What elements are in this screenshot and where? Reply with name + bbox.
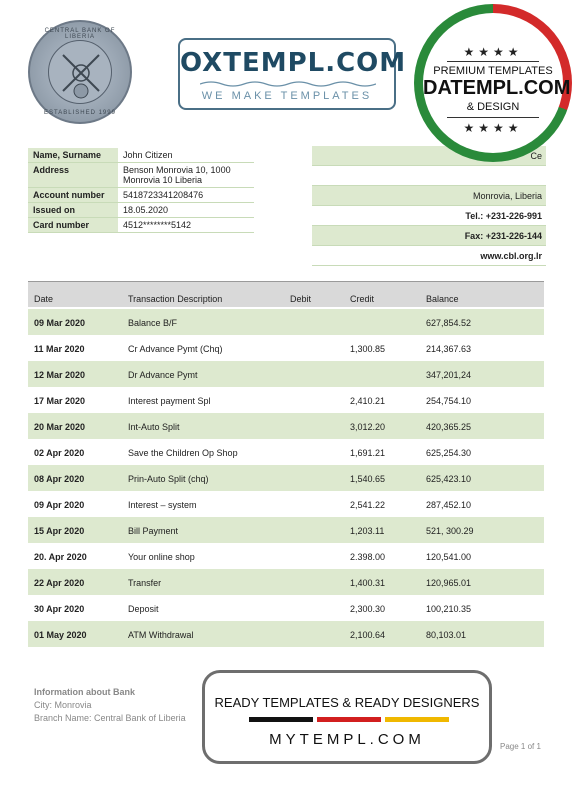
bank-fax: Fax: +231-226-144 bbox=[312, 226, 546, 246]
flag-bar-black bbox=[249, 717, 313, 722]
header-debit: Debit bbox=[290, 294, 312, 304]
transaction-balance: 347,201,24 bbox=[426, 370, 472, 380]
transaction-desc: Interest payment Spl bbox=[128, 396, 211, 406]
transaction-desc: ATM Withdrawal bbox=[128, 630, 194, 640]
transaction-date: 17 Mar 2020 bbox=[34, 396, 86, 406]
transactions-list bbox=[28, 309, 544, 647]
customer-row bbox=[28, 203, 254, 218]
customer-label: Address bbox=[28, 163, 118, 188]
bank-spacer bbox=[312, 166, 546, 186]
transaction-desc: Bill Payment bbox=[128, 526, 179, 536]
transaction-desc: Prin-Auto Split (chq) bbox=[128, 474, 209, 484]
transaction-desc: Interest – system bbox=[128, 500, 197, 510]
transaction-credit: 1,300.85 bbox=[350, 344, 386, 354]
customer-label: Issued on bbox=[28, 203, 118, 218]
bank-tel: Tel.: +231-226-991 bbox=[312, 206, 546, 226]
transaction-balance: 627,854.52 bbox=[426, 318, 472, 328]
transaction-credit: 1,691.21 bbox=[350, 448, 386, 458]
transaction-row bbox=[28, 335, 544, 361]
wave-icon bbox=[200, 80, 376, 88]
transaction-date: 02 Apr 2020 bbox=[34, 448, 85, 458]
transaction-row bbox=[28, 517, 544, 543]
bank-contact-block bbox=[312, 146, 546, 266]
badge-divider bbox=[447, 117, 539, 118]
transaction-date: 11 Mar 2020 bbox=[34, 344, 85, 354]
customer-row bbox=[28, 163, 254, 188]
badge-line1: PREMIUM TEMPLATES bbox=[433, 65, 553, 77]
transaction-credit: 1,400.31 bbox=[350, 578, 386, 588]
transaction-desc: Deposit bbox=[128, 604, 159, 614]
transaction-desc: Cr Advance Pymt (Chq) bbox=[128, 344, 223, 354]
header-balance: Balance bbox=[426, 294, 459, 304]
customer-info-table bbox=[28, 148, 254, 233]
transaction-balance: 287,452.10 bbox=[426, 500, 472, 510]
banner-title: READY TEMPLATES & READY DESIGNERS bbox=[214, 695, 480, 710]
transaction-date: 01 May 2020 bbox=[34, 630, 87, 640]
bank-name: Ce bbox=[312, 146, 546, 166]
transaction-date: 09 Mar 2020 bbox=[34, 318, 86, 328]
transaction-row bbox=[28, 387, 544, 413]
transaction-row bbox=[28, 413, 544, 439]
badge-divider bbox=[447, 61, 539, 62]
transaction-row bbox=[28, 309, 544, 335]
transaction-row bbox=[28, 543, 544, 569]
transaction-row bbox=[28, 621, 544, 647]
transaction-balance: 625,254.30 bbox=[426, 448, 472, 458]
badge-line3: & DESIGN bbox=[466, 101, 520, 113]
crossed-keys-icon bbox=[49, 41, 113, 105]
transaction-credit: 2,410.21 bbox=[350, 396, 386, 406]
transaction-credit: 2,100.64 bbox=[350, 630, 386, 640]
customer-row bbox=[28, 188, 254, 203]
mytempl-banner bbox=[202, 670, 492, 764]
seal-emblem bbox=[48, 40, 112, 104]
transaction-desc: Your online shop bbox=[128, 552, 195, 562]
transaction-balance: 254,754.10 bbox=[426, 396, 472, 406]
transaction-date: 12 Mar 2020 bbox=[34, 370, 86, 380]
flag-bar-yellow bbox=[385, 717, 449, 722]
customer-label: Account number bbox=[28, 188, 118, 203]
transaction-balance: 521, 300.29 bbox=[426, 526, 474, 536]
customer-row bbox=[28, 148, 254, 163]
transaction-balance: 625,423.10 bbox=[426, 474, 472, 484]
customer-value: John Citizen bbox=[118, 148, 254, 163]
transaction-credit: 2,300.30 bbox=[350, 604, 386, 614]
seal-bottom-text: ESTABLISHED 1999 bbox=[44, 110, 116, 116]
transaction-date: 09 Apr 2020 bbox=[34, 500, 85, 510]
badge-inner bbox=[423, 13, 571, 153]
bank-website: www.cbl.org.lr bbox=[312, 246, 546, 266]
transaction-balance: 100,210.35 bbox=[426, 604, 472, 614]
page-number: Page 1 of 1 bbox=[500, 742, 541, 751]
transaction-desc: Dr Advance Pymt bbox=[128, 370, 198, 380]
oxtempl-subtitle: WE MAKE TEMPLATES bbox=[201, 90, 373, 102]
customer-value: 5418723341208476 bbox=[118, 188, 254, 203]
info-title: Information about Bank bbox=[34, 687, 135, 697]
transaction-balance: 80,103.01 bbox=[426, 630, 467, 640]
bank-seal-logo bbox=[28, 20, 132, 124]
transaction-desc: Save the Children Op Shop bbox=[128, 448, 238, 458]
customer-label: Card number bbox=[28, 218, 118, 233]
transaction-date: 20. Apr 2020 bbox=[34, 552, 87, 562]
transaction-balance: 120,965.01 bbox=[426, 578, 472, 588]
transactions-header bbox=[28, 281, 544, 307]
transaction-balance: 420,365.25 bbox=[426, 422, 472, 432]
transaction-desc: Int-Auto Split bbox=[128, 422, 180, 432]
customer-value: Benson Monrovia 10, 1000 Monrovia 10 Liberia bbox=[118, 163, 254, 188]
customer-value: 18.05.2020 bbox=[118, 203, 254, 218]
transaction-credit: 1,203.11 bbox=[350, 526, 385, 536]
transaction-date: 20 Mar 2020 bbox=[34, 422, 86, 432]
bank-information bbox=[34, 686, 186, 725]
transaction-date: 15 Apr 2020 bbox=[34, 526, 85, 536]
header-description: Transaction Description bbox=[128, 294, 223, 304]
transaction-row bbox=[28, 439, 544, 465]
transaction-row bbox=[28, 569, 544, 595]
customer-row bbox=[28, 218, 254, 233]
transaction-desc: Balance B/F bbox=[128, 318, 178, 328]
info-branch: Branch Name: Central Bank of Liberia bbox=[34, 713, 186, 723]
transaction-balance: 214,367.63 bbox=[426, 344, 472, 354]
flag-bar-red bbox=[317, 717, 381, 722]
banner-site: MYTEMPL.COM bbox=[269, 731, 425, 748]
transaction-date: 22 Apr 2020 bbox=[34, 578, 85, 588]
badge-stars-top: ★★★★ bbox=[463, 45, 523, 59]
customer-label: Name, Surname bbox=[28, 148, 118, 163]
transaction-row bbox=[28, 595, 544, 621]
transaction-row bbox=[28, 465, 544, 491]
transaction-desc: Transfer bbox=[128, 578, 162, 588]
transaction-balance: 120,541.00 bbox=[426, 552, 472, 562]
customer-value: 4512********5142 bbox=[118, 218, 254, 233]
badge-line2: DATEMPL.COM bbox=[423, 77, 571, 99]
transaction-row bbox=[28, 491, 544, 517]
transaction-credit: 2,541.22 bbox=[350, 500, 386, 510]
oxtempl-title: OXTEMPL.COM bbox=[180, 48, 407, 78]
transaction-date: 30 Apr 2020 bbox=[34, 604, 85, 614]
badge-stars-bottom: ★★★★ bbox=[463, 121, 523, 135]
header-credit: Credit bbox=[350, 294, 375, 304]
transaction-credit: 3,012.20 bbox=[350, 422, 386, 432]
header-date: Date bbox=[34, 294, 54, 304]
oxtempl-logo bbox=[178, 38, 407, 110]
transaction-credit: 2.398.00 bbox=[350, 552, 386, 562]
seal-top-text: CENTRAL BANK OF LIBERIA bbox=[44, 28, 116, 40]
info-city: City: Monrovia bbox=[34, 700, 92, 710]
transaction-date: 08 Apr 2020 bbox=[34, 474, 85, 484]
datempl-badge bbox=[414, 4, 572, 162]
transaction-credit: 1,540.65 bbox=[350, 474, 386, 484]
bank-city: Monrovia, Liberia bbox=[312, 186, 546, 206]
transaction-row bbox=[28, 361, 544, 387]
